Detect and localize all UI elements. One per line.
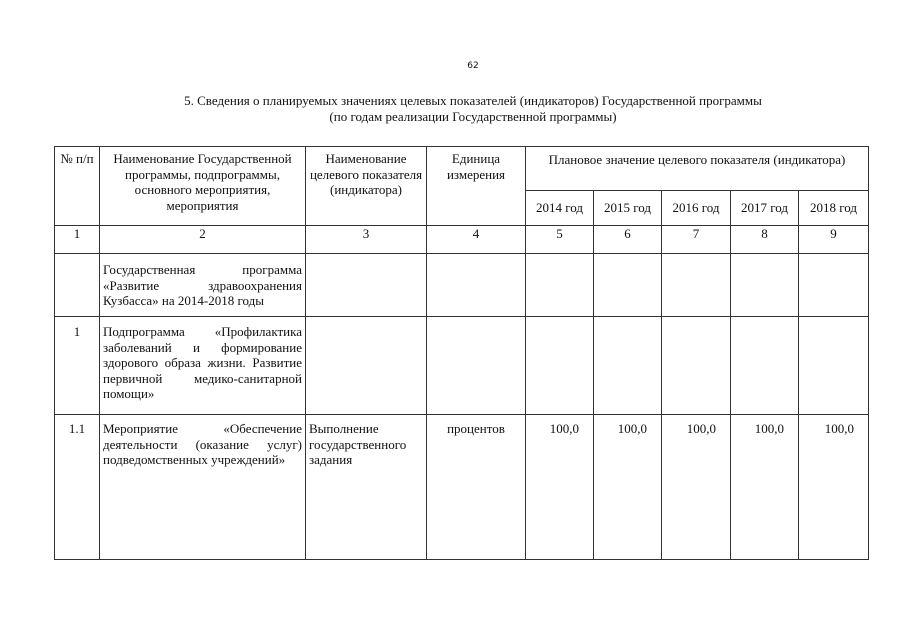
row-unit: процентов (427, 415, 526, 560)
header-year-2014: 2014 год (526, 191, 594, 226)
row-num: 1.1 (55, 415, 100, 560)
title-line-1: 5. Сведения о планируемых значениях целевых показателей (индикаторов) Государственной программы (184, 93, 762, 108)
row-value (731, 254, 799, 317)
column-number: 3 (306, 226, 427, 254)
title-line-2: (по годам реализации Государственной программы) (329, 109, 617, 124)
header-year-2018: 2018 год (799, 191, 869, 226)
row-value: 100,0 (526, 415, 594, 560)
row-value (799, 317, 869, 415)
row-value (662, 254, 731, 317)
row-value (799, 254, 869, 317)
column-number: 2 (100, 226, 306, 254)
header-planned: Плановое значение целевого показателя (индикатора) (526, 147, 869, 191)
header-num: № п/п (55, 147, 100, 226)
header-unit: Единица измерения (427, 147, 526, 226)
column-number: 4 (427, 226, 526, 254)
indicators-table (54, 146, 869, 560)
row-value: 100,0 (799, 415, 869, 560)
row-value (526, 254, 594, 317)
row-num (55, 254, 100, 317)
row-unit (427, 254, 526, 317)
column-number: 7 (662, 226, 731, 254)
row-name: Подпрограмма «Профилактика заболеваний и формирование здорового образа жизни. Развитие первичной медико-санитарной помощи» (100, 317, 306, 415)
column-number: 9 (799, 226, 869, 254)
row-value (594, 317, 662, 415)
column-number: 6 (594, 226, 662, 254)
row-indicator (306, 317, 427, 415)
table-row (55, 415, 869, 560)
row-value (594, 254, 662, 317)
row-name: Мероприятие «Обеспечение деятельности (оказание услуг) подведомственных учреждений» (100, 415, 306, 560)
column-number: 5 (526, 226, 594, 254)
row-unit (427, 317, 526, 415)
row-value (731, 317, 799, 415)
header-indicator: Наименование целевого показателя (индикатора) (306, 147, 427, 226)
row-value: 100,0 (731, 415, 799, 560)
row-value (662, 317, 731, 415)
row-num: 1 (55, 317, 100, 415)
header-row-1 (55, 147, 869, 191)
row-value: 100,0 (594, 415, 662, 560)
column-number: 8 (731, 226, 799, 254)
row-indicator: Выполнение государственного задания (306, 415, 427, 560)
row-name: Государственная программа «Развитие здравоохранения Кузбасса» на 2014-2018 годы (100, 254, 306, 317)
column-number: 1 (55, 226, 100, 254)
row-value: 100,0 (662, 415, 731, 560)
column-number-row (55, 226, 869, 254)
row-indicator (306, 254, 427, 317)
row-value (526, 317, 594, 415)
header-year-2016: 2016 год (662, 191, 731, 226)
header-year-2017: 2017 год (731, 191, 799, 226)
table-row (55, 254, 869, 317)
header-year-2015: 2015 год (594, 191, 662, 226)
page-number: 62 (467, 61, 479, 71)
document-title (0, 93, 905, 125)
table-row (55, 317, 869, 415)
header-name: Наименование Государственной программы, подпрограммы, основного мероприятия, мероприятия (100, 147, 306, 226)
